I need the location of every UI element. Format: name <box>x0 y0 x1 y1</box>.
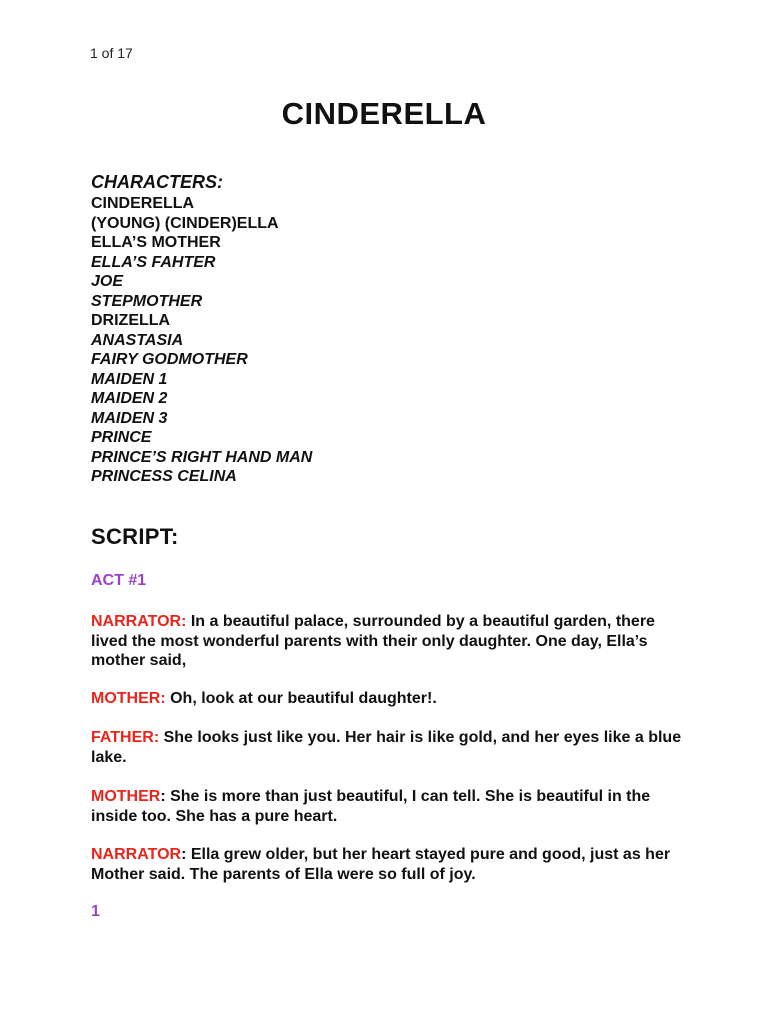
character-item: ELLA’S FAHTER <box>91 253 216 271</box>
script-line <box>91 845 691 884</box>
speaker-label: MOTHER: <box>91 690 166 707</box>
character-item: MAIDEN 3 <box>91 409 168 427</box>
character-item: ELLA’S MOTHER <box>91 234 221 251</box>
character-item: FAIRY GODMOTHER <box>91 351 248 368</box>
character-item: CINDERELLA <box>91 195 195 212</box>
characters-heading: CHARACTERS: <box>91 172 223 192</box>
dialogue-text: Oh, look at our beautiful daughter!. <box>165 690 437 707</box>
character-list <box>91 194 312 487</box>
dialogue-text: She looks just like you. Her hair is like gold, and her eyes like a blue lake. <box>91 729 682 766</box>
character-item: PRINCE <box>91 429 152 446</box>
dialogue-text: In a beautiful palace, surrounded by a beautiful garden, there lived the most wonderful parents with their only daughter. One day, Ella’s mother said, <box>91 613 655 669</box>
character-item: JOE <box>91 273 124 290</box>
character-item: ANASTASIA <box>91 331 184 349</box>
speaker-label: NARRATOR <box>91 846 182 863</box>
script-heading: SCRIPT: <box>91 524 179 549</box>
page-count: 1 of 17 <box>90 45 133 61</box>
speaker-label: FATHER: <box>91 729 160 746</box>
dialogue-text: : She is more than just beautiful, I can tell. She is beautiful in the inside too. She has a pure heart. <box>91 788 651 825</box>
character-item: (YOUNG) (CINDER)ELLA <box>91 214 279 232</box>
character-item: DRIZELLA <box>91 312 171 329</box>
page-number: 1 <box>91 903 100 920</box>
script-line <box>91 689 691 709</box>
speaker-label: MOTHER <box>91 788 161 805</box>
speaker-label: NARRATOR: <box>91 613 187 630</box>
character-item: STEPMOTHER <box>91 292 203 310</box>
act-label: ACT #1 <box>91 572 147 589</box>
dialogue-text: : Ella grew older, but her heart stayed pure and good, just as her Mother said. The parents of Ella were so full of joy. <box>91 846 671 883</box>
characters-section <box>91 171 312 487</box>
character-item: MAIDEN 1 <box>91 370 168 388</box>
character-item: PRINCE’S RIGHT HAND MAN <box>91 448 313 466</box>
script-line <box>91 612 691 671</box>
script-line <box>91 728 691 767</box>
script-line <box>91 787 691 826</box>
character-item: PRINCESS CELINA <box>91 468 237 485</box>
document-title: CINDERELLA <box>281 96 487 131</box>
character-item: MAIDEN 2 <box>91 390 168 407</box>
